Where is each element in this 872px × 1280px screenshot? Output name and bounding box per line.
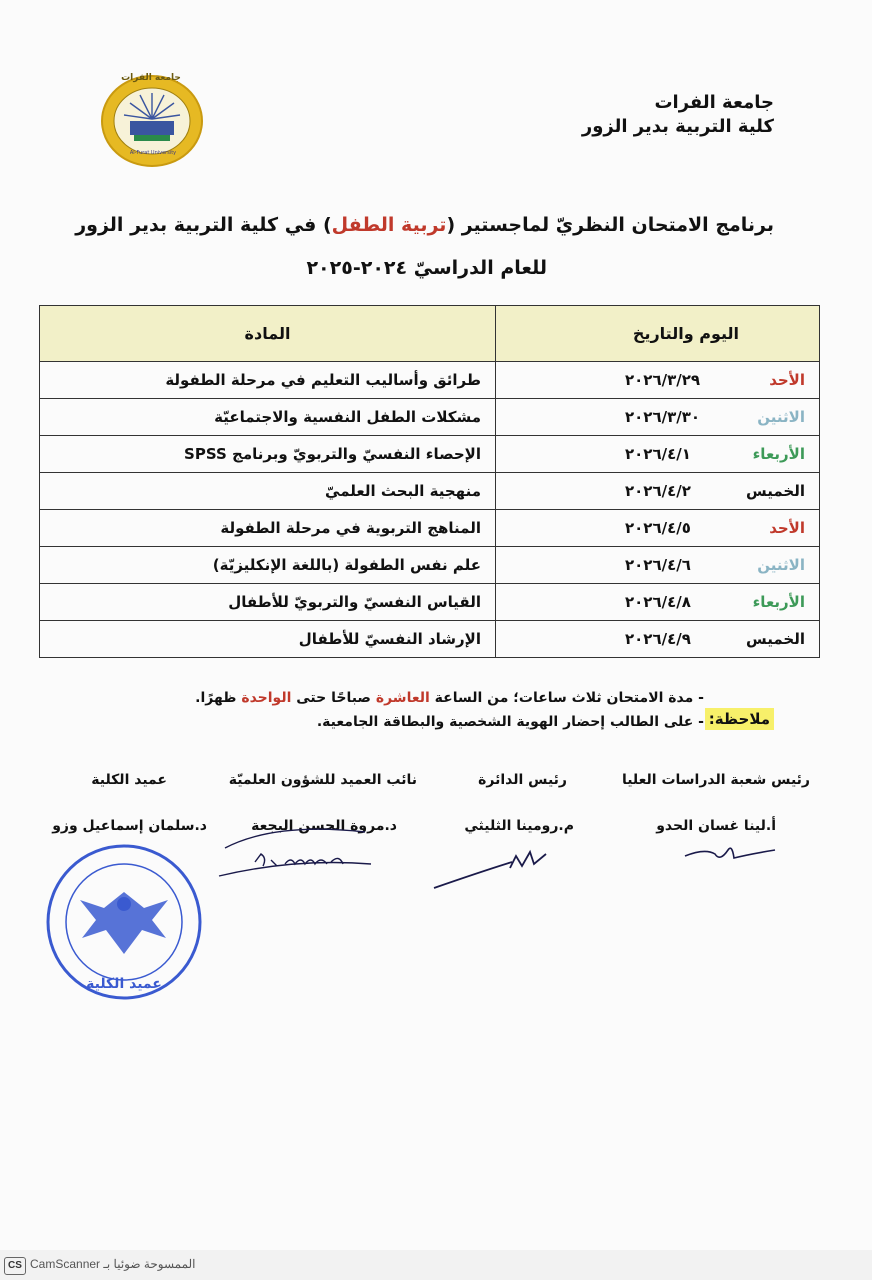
signature-mark-vice-dean [215, 818, 375, 878]
date-cell [496, 547, 820, 584]
table-body [40, 362, 820, 658]
title-part-2: ) في كلية التربية بدير الزور [75, 214, 332, 236]
date-cell [496, 473, 820, 510]
note-duration-suffix: ظهرًا. [195, 690, 242, 706]
table-row [40, 473, 820, 510]
subject-cell: طرائق وأساليب التعليم في مرحلة الطفولة [40, 362, 496, 399]
day-name: الخميس [746, 630, 805, 648]
day-name: الأربعاء [752, 593, 805, 611]
table-row [40, 621, 820, 658]
note-duration [195, 690, 704, 706]
sig-title-department: رئيس الدائرة [478, 772, 567, 788]
table-header-row [40, 306, 820, 362]
exam-date: ٢٠٢٦/٤/٩ [625, 630, 691, 648]
stamp-text: عميد الكلية [86, 976, 162, 992]
date-cell [496, 621, 820, 658]
date-cell [496, 510, 820, 547]
sig-title-dean: عميد الكلية [91, 772, 167, 788]
day-name: الأحد [769, 519, 805, 537]
university-name: جامعة الفرات [654, 92, 774, 113]
note-duration-mid: صباحًا حتى [291, 690, 376, 706]
notes-label: ملاحظة: [705, 708, 774, 730]
subject-cell: مشكلات الطفل النفسية والاجتماعيّة [40, 399, 496, 436]
day-name: الأربعاء [752, 445, 805, 463]
sig-name-grad-studies: أ.لينا غسان الحدو [656, 818, 776, 834]
exam-date: ٢٠٢٦/٤/٢ [625, 482, 691, 500]
exam-date: ٢٠٢٦/٤/١ [625, 445, 691, 463]
page-title [54, 214, 774, 236]
dean-stamp [44, 842, 204, 1002]
table-row [40, 436, 820, 473]
date-cell [496, 399, 820, 436]
subject-cell: منهجية البحث العلميّ [40, 473, 496, 510]
day-name: الخميس [746, 482, 805, 500]
logo-bottom-text: Al-Furat University [129, 150, 177, 156]
note-end-time: الواحدة [241, 690, 292, 706]
subject-cell: الإرشاد النفسيّ للأطفال [40, 621, 496, 658]
table-row [40, 584, 820, 621]
sig-name-vice-dean: د.مروة الحسن البجعة [251, 818, 397, 834]
header-date: اليوم والتاريخ [496, 306, 820, 362]
day-name: الاثنين [757, 408, 805, 426]
day-name: الأحد [769, 371, 805, 389]
table-row [40, 399, 820, 436]
academic-year: للعام الدراسيّ ٢٠٢٤-٢٠٢٥ [306, 257, 547, 279]
table-row [40, 362, 820, 399]
subject-cell: الإحصاء النفسيّ والتربويّ وبرنامج SPSS [40, 436, 496, 473]
exam-date: ٢٠٢٦/٣/٣٠ [625, 408, 701, 426]
date-cell [496, 436, 820, 473]
sig-name-department: م.رومينا الثليثي [464, 818, 574, 834]
exam-schedule-table [39, 305, 820, 658]
table-row [40, 510, 820, 547]
title-part-1: برنامج الامتحان النظريّ لماجستير ( [446, 214, 774, 236]
date-cell [496, 362, 820, 399]
signature-mark-grad-studies [680, 838, 780, 868]
note-id-requirement: - على الطالب إحضار الهوية الشخصية والبطاقة الجامعية. [316, 714, 704, 730]
scanner-watermark: الممسوحة ضوئيا بـ CamScanner [30, 1257, 196, 1271]
camscanner-icon: CS [4, 1257, 26, 1275]
sig-title-grad-studies: رئيس شعبة الدراسات العليا [621, 772, 810, 788]
header-subject: المادة [40, 306, 496, 362]
subject-cell: المناهج التربوية في مرحلة الطفولة [40, 510, 496, 547]
sig-title-vice-dean: نائب العميد للشؤون العلميّة [228, 772, 417, 788]
day-name: الاثنين [757, 556, 805, 574]
exam-date: ٢٠٢٦/٤/٦ [625, 556, 691, 574]
note-duration-prefix: - مدة الامتحان ثلاث ساعات؛ من الساعة [429, 690, 704, 706]
signature-mark-department [430, 848, 550, 893]
subject-cell: علم نفس الطفولة (باللغة الإنكليزيّة) [40, 547, 496, 584]
exam-date: ٢٠٢٦/٣/٢٩ [625, 371, 701, 389]
logo-top-text: جامعة الفرات [121, 73, 181, 83]
subject-cell: القياس النفسيّ والتربويّ للأطفال [40, 584, 496, 621]
title-highlight: تربية الطفل [331, 214, 447, 236]
date-cell [496, 584, 820, 621]
sig-name-dean: د.سلمان إسماعيل وزو [52, 818, 207, 834]
exam-date: ٢٠٢٦/٤/٨ [625, 593, 691, 611]
scanner-footer [0, 1250, 872, 1280]
exam-date: ٢٠٢٦/٤/٥ [625, 519, 691, 537]
faculty-name: كلية التربية بدير الزور [581, 116, 774, 137]
table-row [40, 547, 820, 584]
note-start-time: العاشرة [375, 690, 430, 706]
